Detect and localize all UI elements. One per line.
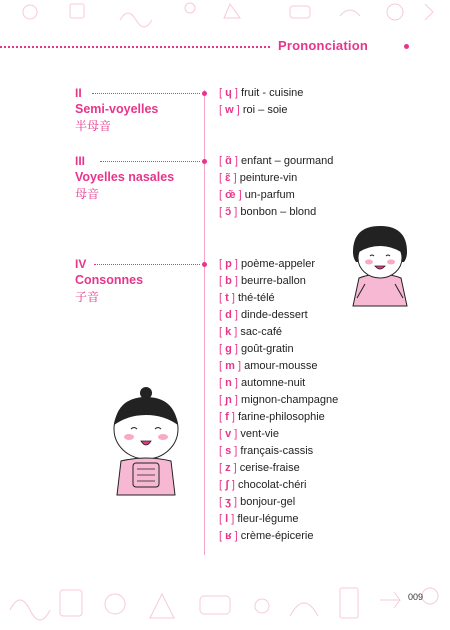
- example-words: thé-télé: [237, 292, 275, 304]
- list-item: [ ɲ ] mignon-champagne: [219, 392, 338, 409]
- list-item: [ ɑ̃ ] enfant – gourmand: [219, 153, 333, 170]
- section-subtitle-zh: 子音: [75, 290, 100, 304]
- phoneme-symbol: m: [225, 360, 235, 372]
- example-words: mignon-champagne: [241, 394, 339, 406]
- phoneme-symbol: v: [225, 428, 232, 440]
- section-connector: [92, 93, 200, 94]
- list-item: [ f ] farine-philosophie: [219, 409, 338, 426]
- list-item: [ ɥ ] fruit - cuisine: [219, 85, 303, 102]
- section-subtitle-zh: 半母音: [75, 119, 112, 133]
- example-words: fleur-légume: [237, 513, 299, 525]
- section-numeral: II: [75, 86, 82, 100]
- section-numeral: III: [75, 154, 86, 168]
- phoneme-symbol: ʁ: [225, 530, 232, 542]
- section-title: Semi-voyelles: [75, 102, 159, 116]
- example-words: un-parfum: [244, 189, 295, 201]
- example-words: farine-philosophie: [237, 411, 325, 423]
- example-words: fruit - cuisine: [241, 87, 304, 99]
- list-item: [ ɛ̃ ] peinture-vin: [219, 170, 333, 187]
- example-words: amour-mousse: [244, 360, 318, 372]
- page-number: 009: [408, 592, 424, 602]
- phoneme-symbol: ɑ̃: [225, 155, 232, 167]
- list-item: [ v ] vent-vie: [219, 426, 338, 443]
- phoneme-symbol: f: [225, 411, 229, 423]
- connector-dot: [202, 91, 207, 96]
- list-item: [ b ] beurre-ballon: [219, 273, 338, 290]
- list-item: [ t ] thé-télé: [219, 290, 338, 307]
- example-words: crème-épicerie: [240, 530, 314, 542]
- phoneme-symbol: ʒ: [225, 496, 231, 508]
- section-connector: [100, 161, 200, 162]
- phoneme-list-consonants: [219, 256, 338, 545]
- example-words: bonjour-gel: [240, 496, 296, 508]
- connector-dot: [202, 159, 207, 164]
- phoneme-symbol: ɥ: [225, 87, 232, 99]
- connector-dot: [202, 262, 207, 267]
- phoneme-symbol: t: [225, 292, 229, 304]
- phoneme-symbol: ɲ: [225, 394, 232, 406]
- section-title: Consonnes: [75, 273, 144, 287]
- section-subtitle-zh: 母音: [75, 187, 100, 201]
- doodle-border-top: [0, 0, 450, 40]
- list-item: [ p ] poème-appeler: [219, 256, 338, 273]
- example-words: vent-vie: [240, 428, 279, 440]
- phoneme-symbol: ɛ̃: [225, 172, 231, 184]
- example-words: roi – soie: [242, 104, 288, 116]
- list-item: [ ʁ ] crème-épicerie: [219, 528, 338, 545]
- header-bullet: [404, 44, 409, 49]
- girl-illustration: [345, 222, 415, 308]
- phoneme-symbol: p: [225, 258, 232, 270]
- phoneme-symbol: k: [225, 326, 232, 338]
- section-connector: [94, 264, 200, 265]
- example-words: bonbon – blond: [240, 206, 317, 218]
- phoneme-symbol: œ̃: [225, 189, 236, 201]
- boy-illustration: [105, 385, 187, 500]
- example-words: goût-gratin: [241, 343, 294, 355]
- example-words: beurre-ballon: [241, 275, 306, 287]
- page-title: Prononciation: [278, 38, 368, 53]
- example-words: chocolat-chéri: [237, 479, 307, 491]
- phoneme-list-semi-vowels: [219, 85, 303, 119]
- list-item: [ g ] goût-gratin: [219, 341, 338, 358]
- example-words: automne-nuit: [241, 377, 306, 389]
- phoneme-symbol: n: [225, 377, 232, 389]
- example-words: poème-appeler: [241, 258, 316, 270]
- doodle-border-bottom: [0, 570, 450, 630]
- phoneme-symbol: w: [225, 104, 234, 116]
- list-item: [ ʃ ] chocolat-chéri: [219, 477, 338, 494]
- example-words: sac-café: [240, 326, 282, 338]
- phoneme-symbol: z: [225, 462, 231, 474]
- list-item: [ z ] cerise-fraise: [219, 460, 338, 477]
- list-item: [ ɔ̃ ] bonbon – blond: [219, 204, 333, 221]
- list-item: [ l ] fleur-légume: [219, 511, 338, 528]
- phoneme-symbol: l: [225, 513, 229, 525]
- list-item: [ k ] sac-café: [219, 324, 338, 341]
- example-words: cerise-fraise: [239, 462, 300, 474]
- example-words: peinture-vin: [239, 172, 298, 184]
- example-words: dinde-dessert: [241, 309, 308, 321]
- example-words: français-cassis: [240, 445, 314, 457]
- list-item: [ w ] roi – soie: [219, 102, 303, 119]
- list-item: [ s ] français-cassis: [219, 443, 338, 460]
- example-words: enfant – gourmand: [241, 155, 334, 167]
- phoneme-list-nasal-vowels: [219, 153, 333, 221]
- header-dotted-rule: [0, 46, 270, 48]
- list-item: [ m ] amour-mousse: [219, 358, 338, 375]
- phoneme-symbol: s: [225, 445, 232, 457]
- phoneme-symbol: ʃ: [225, 479, 229, 491]
- list-item: [ œ̃ ] un-parfum: [219, 187, 333, 204]
- list-item: [ d ] dinde-dessert: [219, 307, 338, 324]
- phoneme-symbol: ɔ̃: [225, 206, 232, 218]
- list-item: [ ʒ ] bonjour-gel: [219, 494, 338, 511]
- phoneme-symbol: g: [225, 343, 232, 355]
- section-numeral: IV: [75, 257, 87, 271]
- phoneme-symbol: b: [225, 275, 232, 287]
- phoneme-symbol: d: [225, 309, 232, 321]
- section-title: Voyelles nasales: [75, 170, 175, 184]
- list-item: [ n ] automne-nuit: [219, 375, 338, 392]
